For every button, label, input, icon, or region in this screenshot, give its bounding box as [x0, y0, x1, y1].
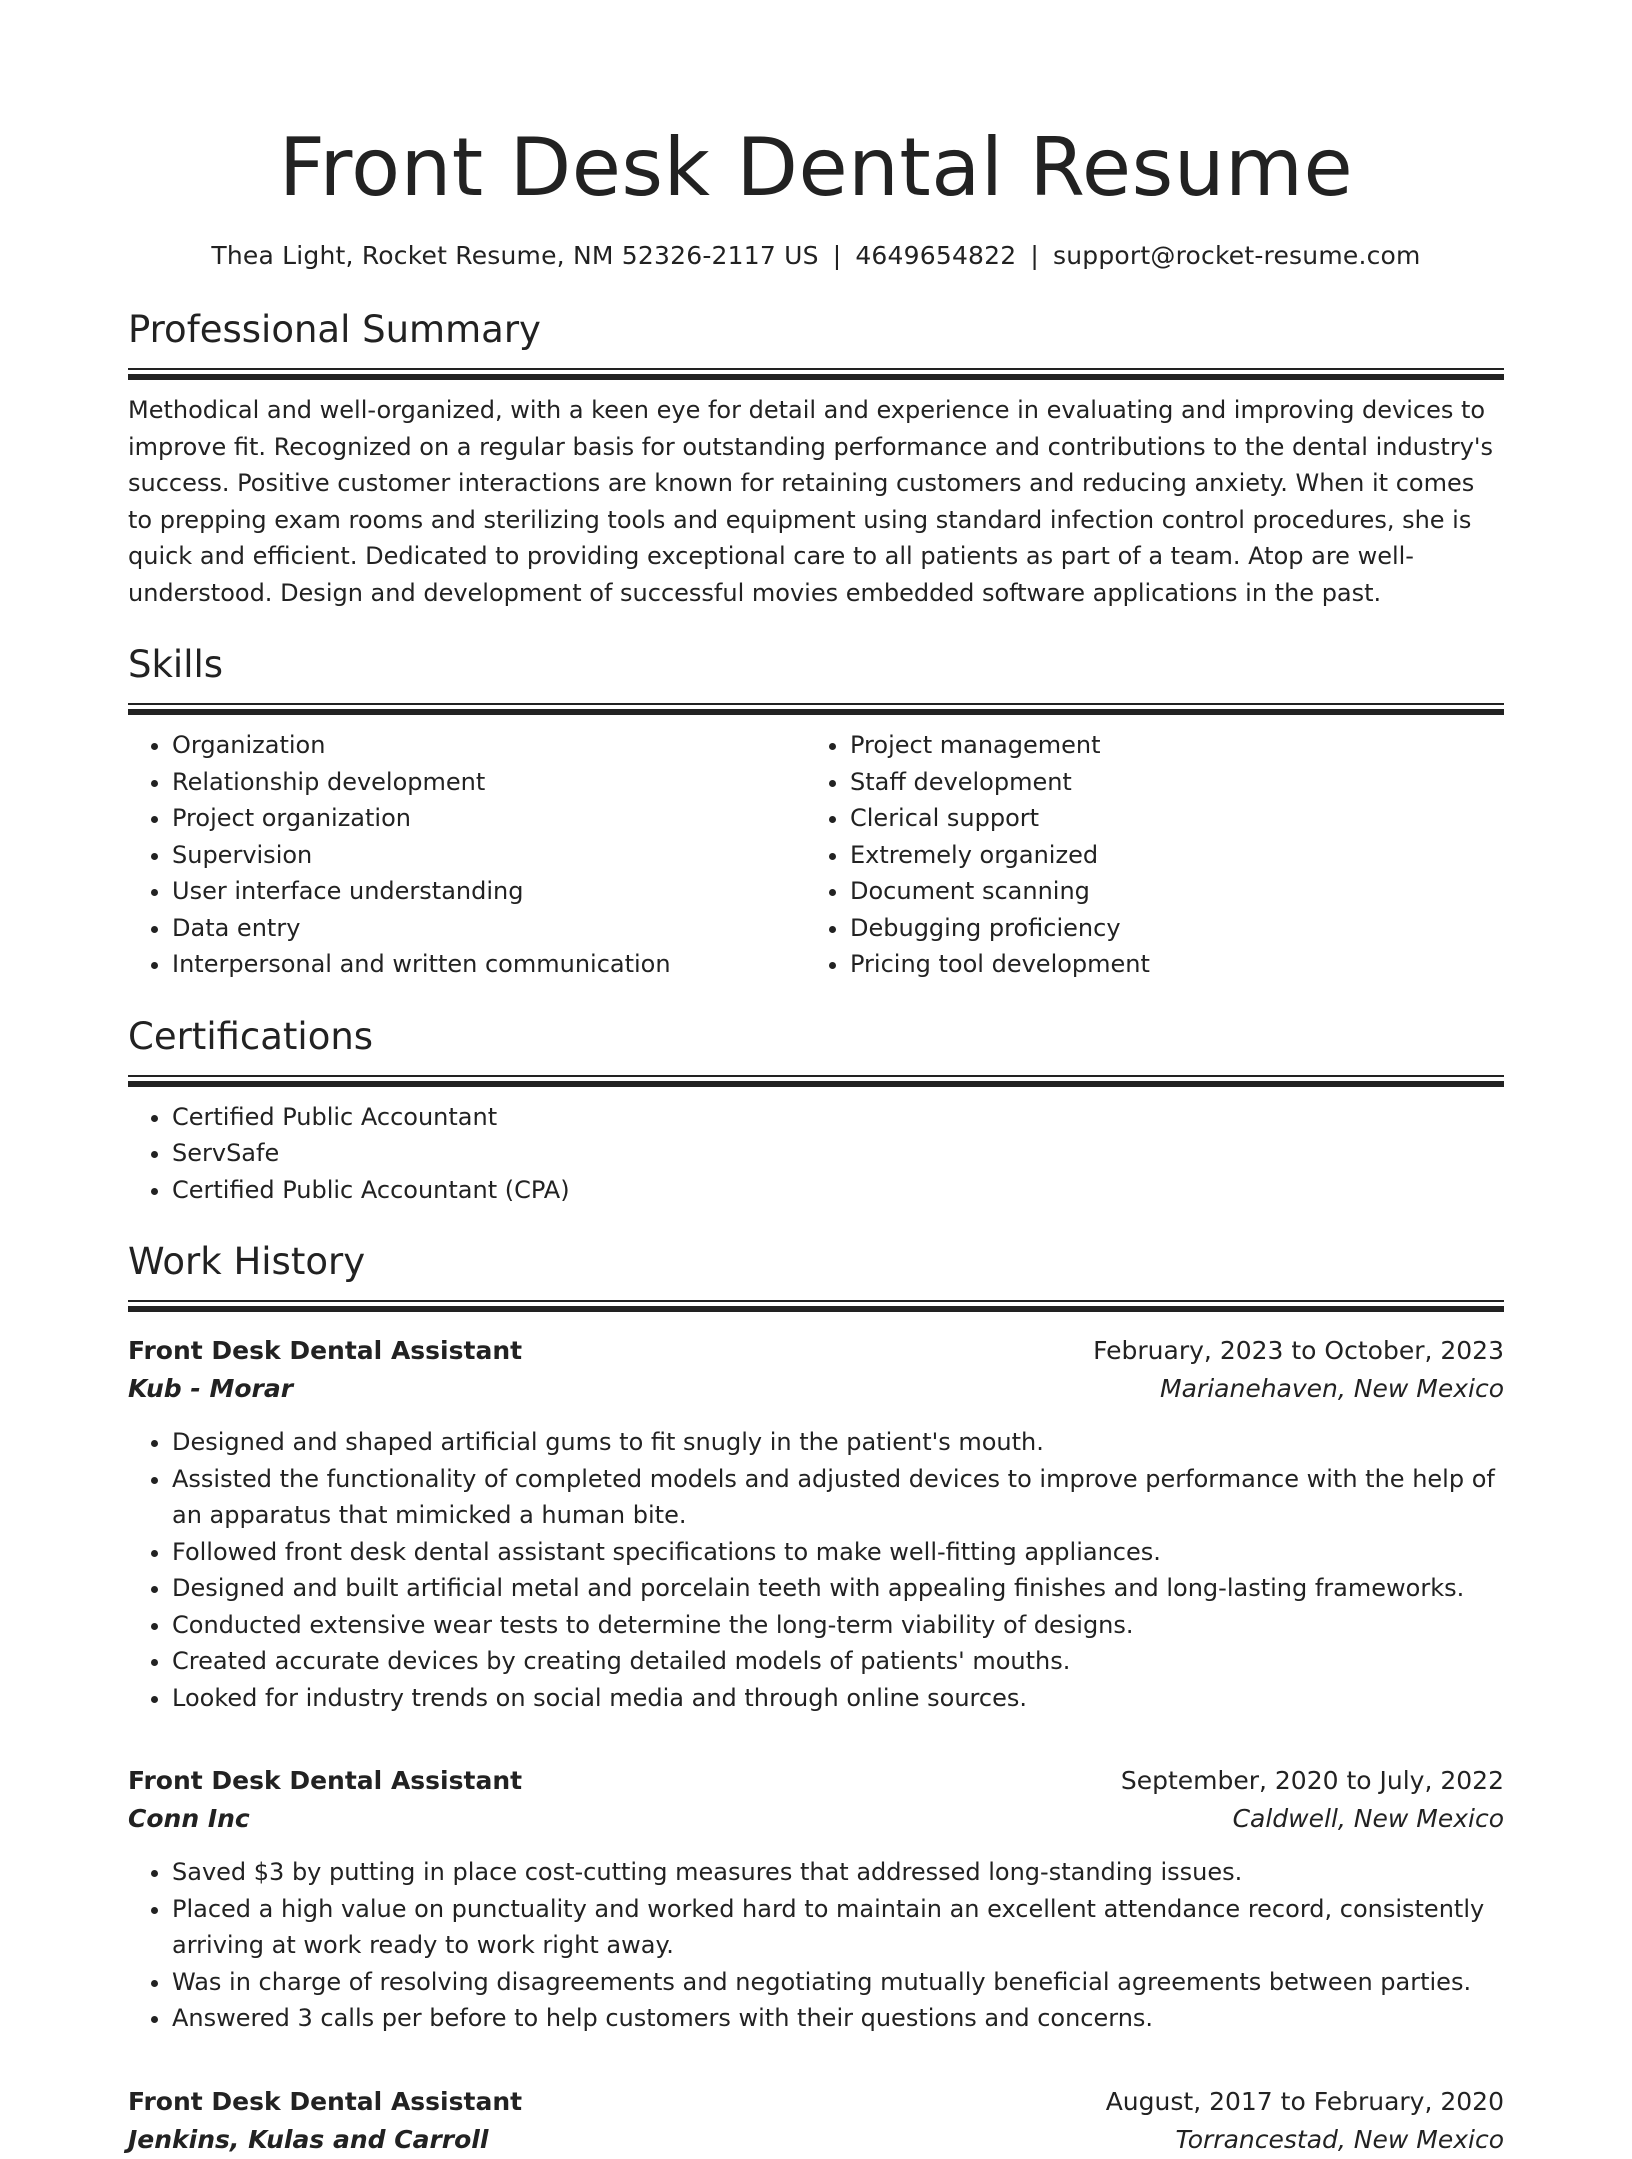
job-entry: [128, 1762, 1504, 2037]
skill-item: • Interpersonal and written communication: [172, 946, 806, 983]
contact-separator: |: [1030, 241, 1039, 270]
job-duty: • Assisted the functionality of completed models and adjusted devices to improve performance with the help of an apparatus that mimicked a human bite.: [172, 1461, 1504, 1534]
job-company-row: [128, 2121, 1504, 2159]
job-duty: • Placed a high value on punctuality and worked hard to maintain an excellent attendance record, consistently arriving at work ready to work right away.: [172, 1891, 1504, 1964]
section-divider: [128, 703, 1504, 715]
job-title: Front Desk Dental Assistant: [128, 1766, 523, 1795]
skill-item: • Data entry: [172, 910, 806, 947]
contact-separator: |: [832, 241, 842, 270]
job-duty: • Designed and built artificial metal and porcelain teeth with appealing finishes and long-lasting frameworks.: [172, 1570, 1504, 1607]
contact-address: Thea Light, Rocket Resume, NM 52326-2117 US: [211, 241, 819, 270]
job-entry: [128, 2083, 1504, 2159]
work-history-section: [128, 1238, 1504, 2159]
contact-line: [128, 236, 1504, 276]
job-company: Kub - Morar: [128, 1374, 294, 1403]
job-dates: August, 2017 to February, 2020: [1105, 2086, 1504, 2116]
job-title: Front Desk Dental Assistant: [128, 1336, 523, 1365]
skill-item: • Document scanning: [850, 873, 1484, 910]
job-header-row: [128, 2083, 1504, 2121]
job-company: Jenkins, Kulas and Carroll: [128, 2124, 489, 2154]
section-heading: Skills: [128, 643, 224, 686]
section-heading: Work History: [128, 1240, 366, 1283]
skill-item: • Project organization: [172, 800, 806, 837]
skill-item: • Supervision: [172, 837, 806, 874]
job-company-row: [128, 1800, 1504, 1838]
job-duty: • Answered 3 calls per before to help customers with their questions and concerns.: [172, 2000, 1504, 2037]
summary-section: [128, 306, 1504, 611]
job-company-row: [128, 1370, 1504, 1408]
section-divider: [128, 368, 1504, 380]
skills-grid: [128, 727, 1504, 983]
skill-item: • Debugging proficiency: [850, 910, 1484, 947]
job-duty: • Saved $3 by putting in place cost-cutting measures that addressed long-standing issues.: [172, 1854, 1504, 1891]
job-entry: [128, 1332, 1504, 1716]
certification-item: • Certified Public Accountant: [172, 1099, 1504, 1136]
resume-title: Front Desk Dental Resume: [278, 121, 1354, 214]
resume-page: [128, 118, 1504, 2159]
certification-item: • Certified Public Accountant (CPA): [172, 1172, 1504, 1209]
job-duty: • Followed front desk dental assistant specifications to make well-fitting appliances.: [172, 1534, 1504, 1571]
job-company: Conn Inc: [128, 1804, 250, 1833]
skill-item: • Relationship development: [172, 764, 806, 801]
skill-item: • Organization: [172, 727, 806, 764]
job-title: Front Desk Dental Assistant: [128, 2086, 523, 2116]
skill-item: • Staff development: [850, 764, 1484, 801]
skills-list-right: [806, 727, 1484, 983]
section-divider: [128, 1075, 1504, 1087]
job-location: Caldwell, New Mexico: [1232, 1804, 1504, 1833]
job-dates: February, 2023 to October, 2023: [1093, 1336, 1504, 1365]
section-heading: Professional Summary: [128, 308, 541, 351]
section-heading: Certifications: [128, 1014, 374, 1058]
job-header-row: [128, 1762, 1504, 1800]
skill-item: • Project management: [850, 727, 1484, 764]
job-dates: September, 2020 to July, 2022: [1120, 1766, 1504, 1795]
skill-item: • User interface understanding: [172, 873, 806, 910]
certifications-list: [128, 1099, 1504, 1209]
section-divider: [128, 1300, 1504, 1312]
job-header-row: [128, 1332, 1504, 1370]
job-duty: • Looked for industry trends on social media and through online sources.: [172, 1680, 1504, 1717]
job-duty: • Conducted extensive wear tests to determine the long-term viability of designs.: [172, 1607, 1504, 1644]
job-location: Marianehaven, New Mexico: [1160, 1374, 1504, 1403]
skills-list-left: [128, 727, 806, 983]
summary-text: Methodical and well-organized, with a keen eye for detail and experience in evaluating and improving devices to improve fit. Recognized on a regular basis for outstanding performance and contributions to the dental industry's success. Positive customer interactions are known for retaining customers and reducing anxiety. When it comes to prepping exam rooms and sterilizing tools and equipment using standard infection control procedures, she is quick and efficient. Dedicated to providing exceptional care to all patients as part of a team. Atop are well-understood. Design and development of successful movies embedded software applications in the past.: [128, 396, 1494, 607]
job-duties-list: [128, 1854, 1504, 2037]
skill-item: • Extremely organized: [850, 837, 1484, 874]
job-duty: • Was in charge of resolving disagreements and negotiating mutually beneficial agreements between parties.: [172, 1964, 1504, 2001]
skill-item: • Pricing tool development: [850, 946, 1484, 983]
skills-section: [128, 641, 1504, 983]
contact-phone: 4649654822: [855, 241, 1017, 270]
job-duty: • Created accurate devices by creating detailed models of patients' mouths.: [172, 1643, 1504, 1680]
certifications-section: [128, 1013, 1504, 1209]
certification-item: • ServSafe: [172, 1135, 1504, 1172]
contact-email: support@rocket-resume.com: [1053, 241, 1421, 270]
job-location: Torrancestad, New Mexico: [1175, 2124, 1504, 2154]
job-duty: • Designed and shaped artificial gums to fit snugly in the patient's mouth.: [172, 1424, 1504, 1461]
skill-item: • Clerical support: [850, 800, 1484, 837]
job-duties-list: [128, 1424, 1504, 1716]
